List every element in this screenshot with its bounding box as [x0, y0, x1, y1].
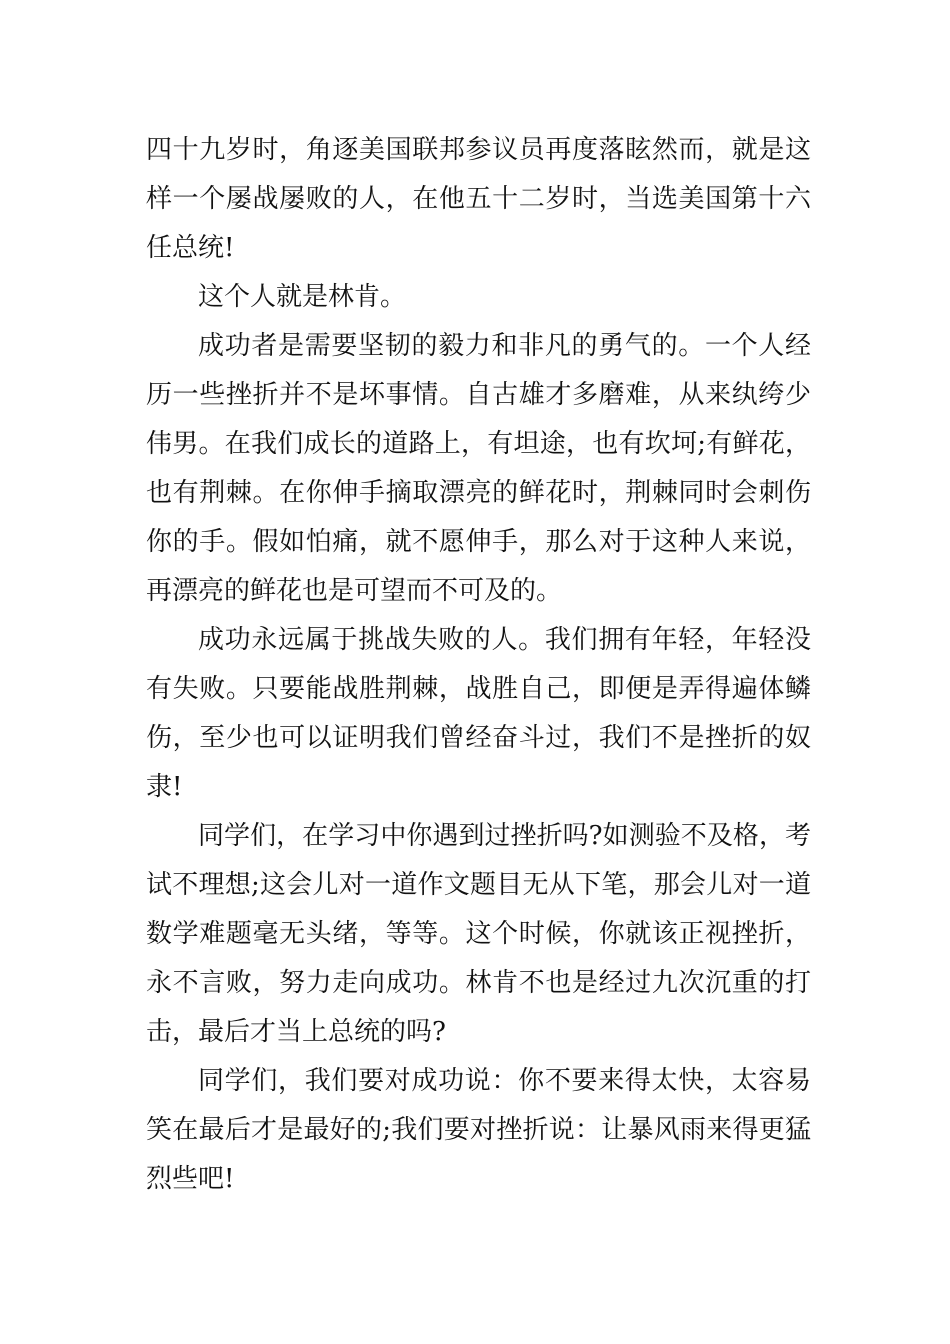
paragraph-2: 这个人就是林肯。: [198, 282, 407, 312]
paragraph-5: 同学们，在学习中你遇到过挫折吗?如测验不及格，考试不理想;这会儿对一道作文题目无从下笔，那会儿对一道数学难题毫无头绪，等等。这个时候，你就该正视挫折，永不言败，努力走向成功。林肯不也是经过九次沉重的打击，最后才当上总统的吗?: [146, 821, 811, 1047]
paragraph-6: 同学们，我们要对成功说：你不要来得太快，太容易笑在最后才是最好的;我们要对挫折说：让暴风雨来得更猛烈些吧!: [146, 1066, 811, 1194]
paragraph-1: 四十九岁时，角逐美国联邦参议员再度落眩然而，就是这样一个屡战屡败的人，在他五十二岁时，当选美国第十六任总统!: [146, 135, 811, 263]
paragraph-3: 成功者是需要坚韧的毅力和非凡的勇气的。一个人经历一些挫折并不是坏事情。自古雄才多磨难，从来纨绔少伟男。在我们成长的道路上，有坦途，也有坎坷;有鲜花，也有荆棘。在你伸手摘取漂亮的鲜花时，荆棘同时会刺伤你的手。假如怕痛，就不愿伸手，那么对于这种人来说，再漂亮的鲜花也是可望而不可及的。: [146, 331, 811, 606]
document-body: [146, 126, 811, 1204]
paragraph-4: 成功永远属于挑战失败的人。我们拥有年轻，年轻没有失败。只要能战胜荆棘，战胜自己，即便是弄得遍体鳞伤，至少也可以证明我们曾经奋斗过，我们不是挫折的奴隶!: [146, 625, 811, 802]
